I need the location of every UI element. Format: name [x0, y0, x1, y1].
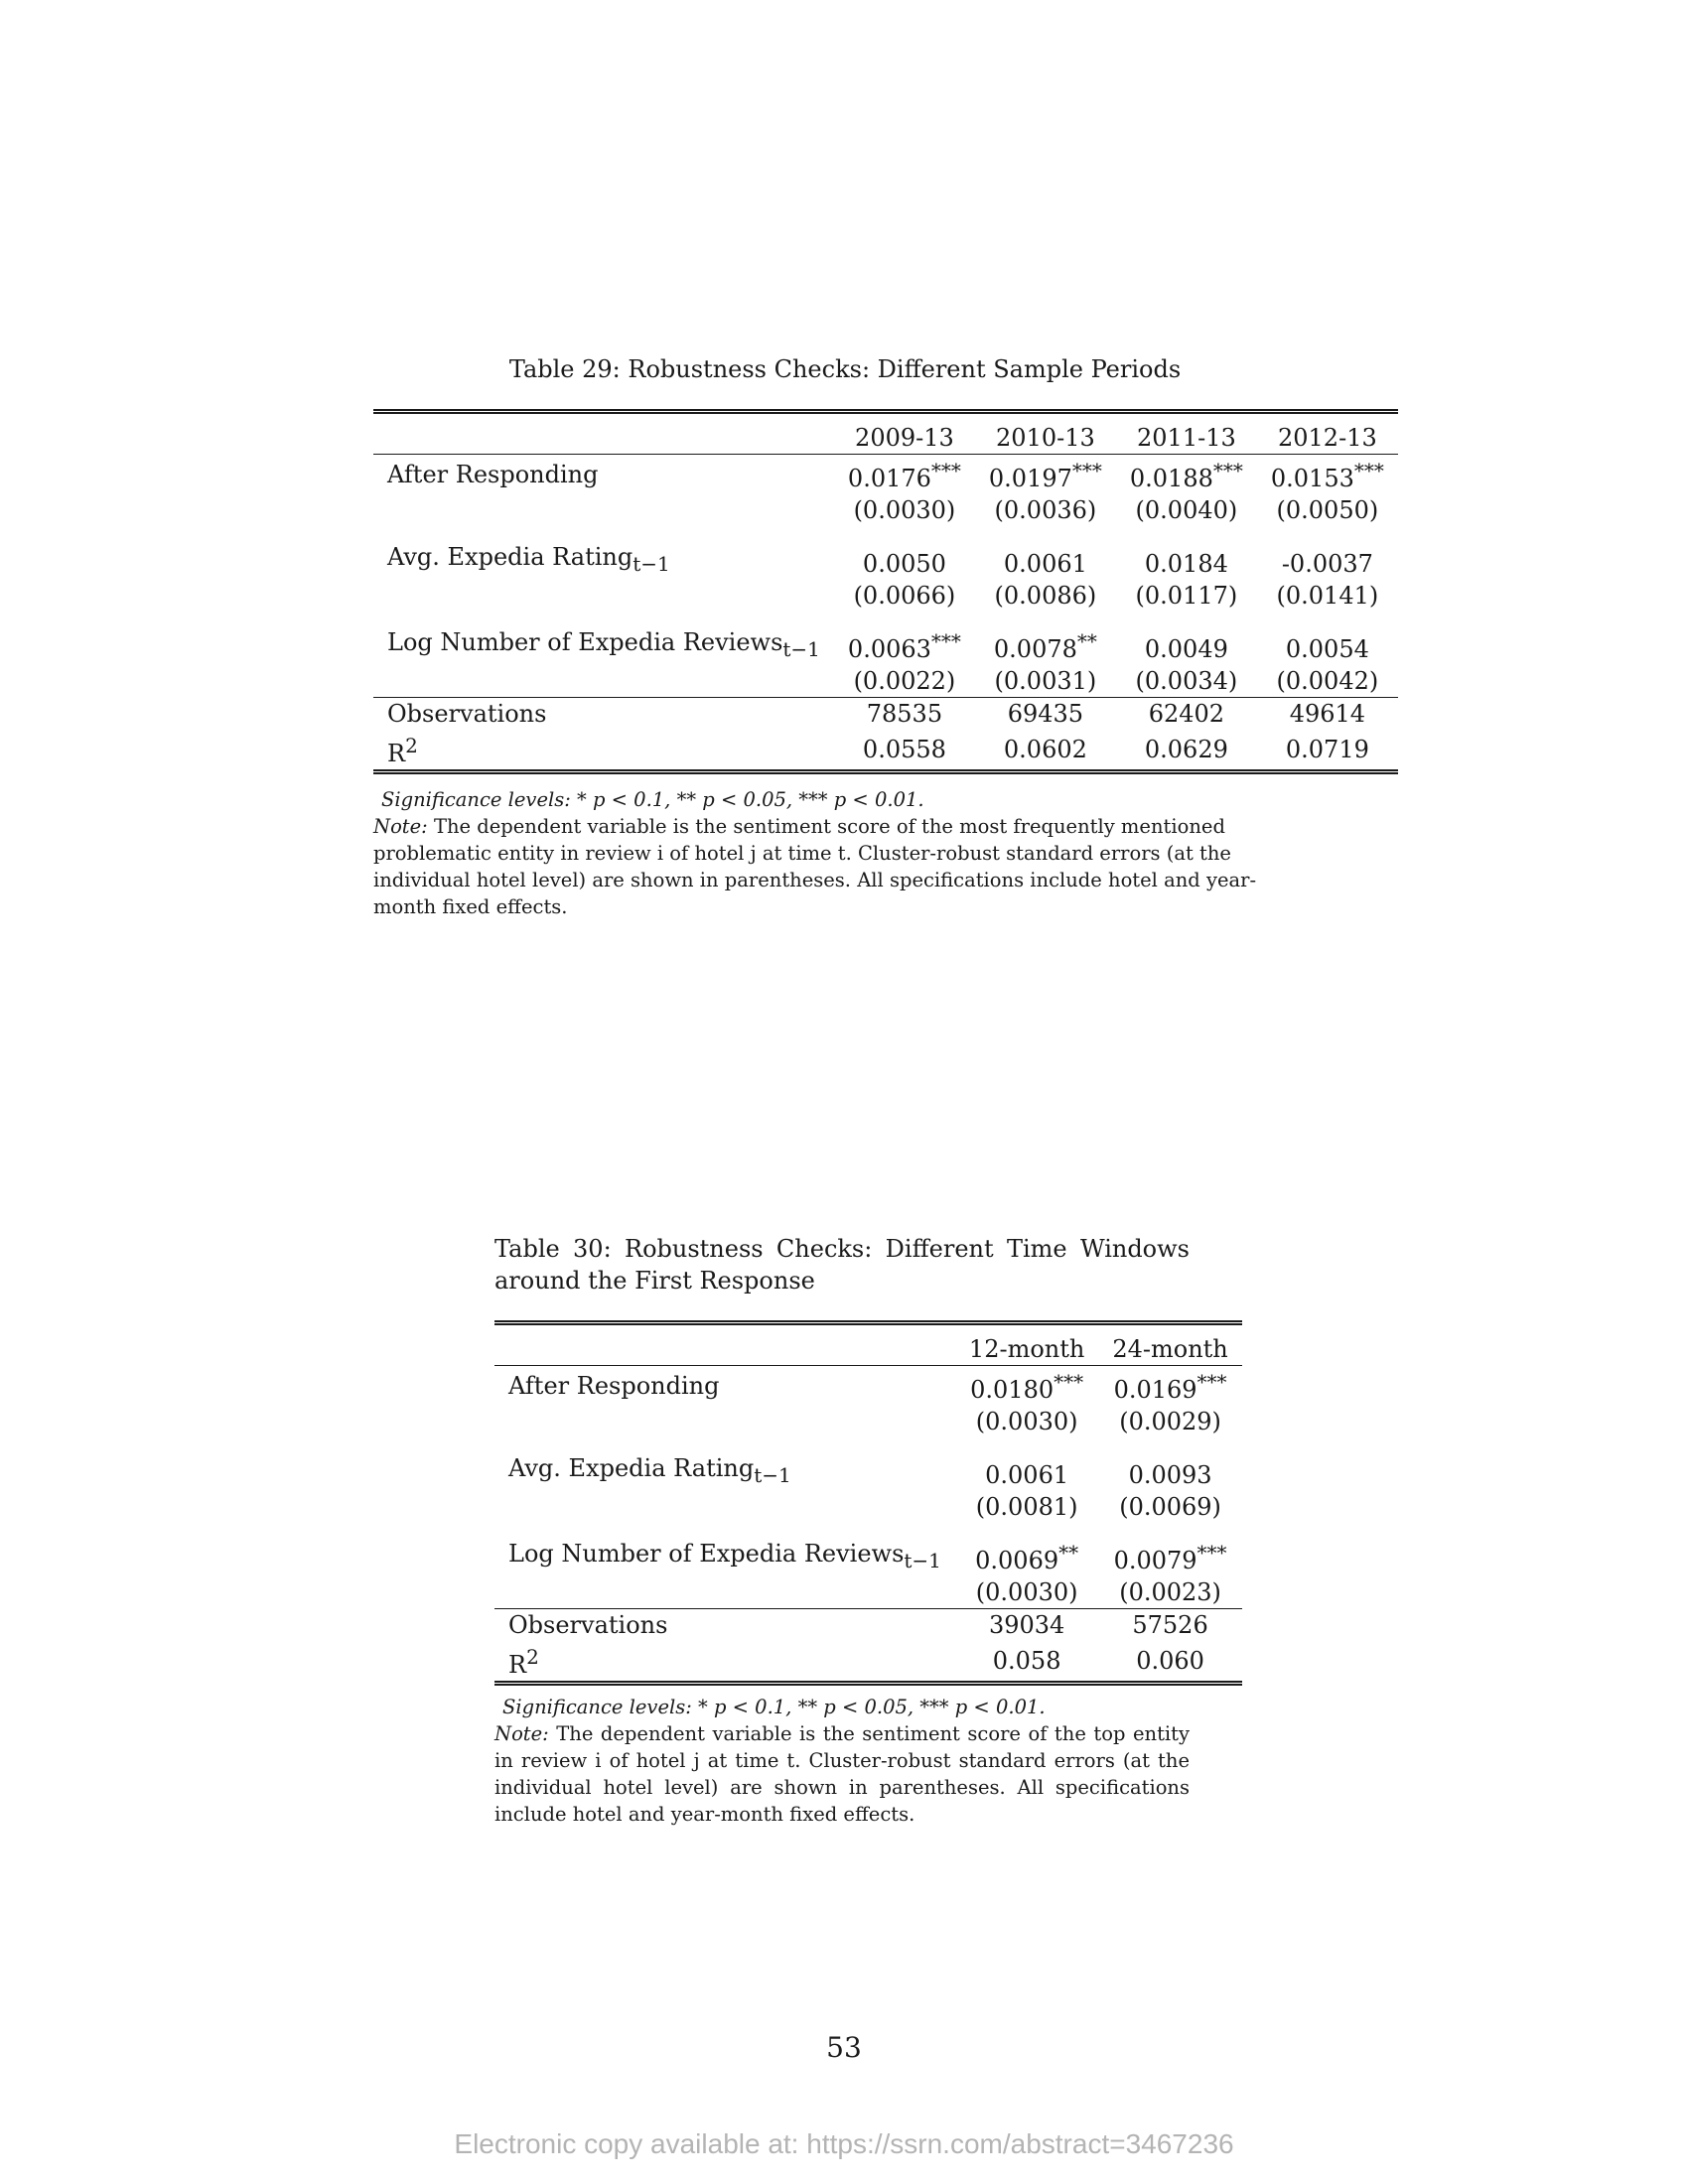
se-cell: (0.0030): [975, 1578, 1078, 1606]
coef-cell: 0.0078**: [993, 629, 1097, 663]
se-cell: (0.0036): [994, 496, 1097, 524]
coef-cell: 0.0093: [1128, 1461, 1212, 1489]
row-label: Avg. Expedia Rating$_{t-1}$: [387, 542, 670, 576]
coef-cell: 0.0180***: [970, 1370, 1084, 1404]
row-label: $R^2$: [373, 730, 834, 772]
se-cell: (0.0042): [1276, 667, 1379, 695]
se-cell: (0.0030): [853, 496, 956, 524]
table-note: Note: The dependent variable is the sentiment score of the top entity in review i of hotel j at time t. Cluster-robust standard errors (at the individual hotel level) are shown in parentheses. All specifications include hotel and year-month fixed effects.: [494, 1722, 1190, 1826]
se-cell: (0.0030): [975, 1408, 1078, 1435]
table-row: [373, 665, 1398, 698]
coef-cell: 0.0063***: [847, 629, 961, 663]
coef-cell: 0.0061: [985, 1461, 1069, 1489]
obs-cell: 69435: [975, 698, 1116, 731]
coef-cell: 0.0153***: [1270, 459, 1384, 492]
table-row: [373, 494, 1398, 526]
column-header: 2010-13: [975, 412, 1116, 455]
header-blank: [494, 1323, 955, 1366]
table-30-header-row: [494, 1323, 1242, 1366]
coef-cell: -0.0037: [1281, 550, 1373, 578]
row-label: After Responding: [387, 461, 599, 488]
se-cell: (0.0023): [1119, 1578, 1221, 1606]
table-row: [494, 1641, 1242, 1684]
se-cell: (0.0040): [1135, 496, 1238, 524]
coef-cell: 0.0050: [862, 550, 946, 578]
row-label: After Responding: [508, 1372, 720, 1400]
table-30-caption: Table 30: Robustness Checks: Different Time Windows around the First Response: [494, 1235, 1190, 1295]
table-29-grid: [373, 409, 1398, 774]
row-label: $R^2$: [494, 1641, 955, 1684]
table-29-header-row: [373, 412, 1398, 455]
table-row: [373, 730, 1398, 772]
row-label: Avg. Expedia Rating$_{t-1}$: [508, 1453, 791, 1487]
table-row: [494, 1366, 1242, 1407]
coef-cell: 0.0049: [1144, 635, 1228, 663]
se-cell: (0.0034): [1135, 667, 1238, 695]
r2-cell: 0.0558: [834, 730, 975, 772]
se-cell: (0.0029): [1119, 1408, 1221, 1435]
table-row: [373, 455, 1398, 495]
column-header: 2012-13: [1257, 412, 1398, 455]
table-29: [373, 409, 1384, 774]
table-row: [494, 1491, 1242, 1523]
se-cell: (0.0081): [975, 1493, 1078, 1521]
column-header: 24-month: [1098, 1323, 1241, 1366]
table-29-caption: Table 29: Robustness Checks: Different Sample Periods: [508, 355, 1182, 383]
significance-levels: Significance levels: * p < 0.1, ** p < 0.05, *** p < 0.01.: [502, 1696, 1046, 1718]
coef-cell: 0.0197***: [988, 459, 1102, 492]
r2-cell: 0.0719: [1257, 730, 1398, 772]
r2-cell: 0.058: [955, 1641, 1098, 1684]
r2-cell: 0.0629: [1116, 730, 1257, 772]
se-cell: (0.0086): [994, 582, 1097, 610]
column-header: 2011-13: [1116, 412, 1257, 455]
table-row: [373, 625, 1398, 665]
obs-cell: 62402: [1116, 698, 1257, 731]
se-cell: (0.0117): [1135, 582, 1238, 610]
coef-cell: 0.0069**: [975, 1541, 1079, 1574]
se-cell: (0.0069): [1119, 1493, 1221, 1521]
table-note: Note: The dependent variable is the sentiment score of the most frequently mentioned problematic entity in review i of hotel j at time t. Cluster-robust standard errors (at the individual hotel level) are shown in parentheses. All specifications include hotel and year-month fixed effects.: [373, 815, 1257, 918]
table-row: [373, 540, 1398, 580]
se-cell: (0.0031): [994, 667, 1097, 695]
table-row: [494, 1609, 1242, 1642]
ssrn-footer: Electronic copy available at: https://ssrn.com/abstract=3467236: [454, 2128, 1234, 2159]
table-30-notes: [494, 1694, 1190, 1828]
table-29-notes: [373, 786, 1317, 920]
coef-cell: 0.0079***: [1113, 1541, 1227, 1574]
row-label: Log Number of Expedia Reviews$_{t-1}$: [387, 627, 820, 661]
row-label: Observations: [494, 1609, 955, 1642]
obs-cell: 49614: [1257, 698, 1398, 731]
page-number: 53: [826, 2031, 862, 2064]
table-row: [494, 1576, 1242, 1609]
column-header: 12-month: [955, 1323, 1098, 1366]
column-header: 2009-13: [834, 412, 975, 455]
table-row: [373, 698, 1398, 731]
table-row: [494, 1537, 1242, 1576]
row-label: Log Number of Expedia Reviews$_{t-1}$: [508, 1539, 941, 1572]
se-cell: (0.0066): [853, 582, 956, 610]
obs-cell: 39034: [955, 1609, 1098, 1642]
se-cell: (0.0050): [1276, 496, 1379, 524]
table-30-grid: [494, 1320, 1242, 1686]
header-blank: [373, 412, 834, 455]
se-cell: (0.0141): [1276, 582, 1379, 610]
obs-cell: 57526: [1098, 1609, 1241, 1642]
coef-cell: 0.0188***: [1129, 459, 1243, 492]
table-row: [494, 1451, 1242, 1491]
coef-cell: 0.0176***: [847, 459, 961, 492]
row-label: Observations: [373, 698, 834, 731]
table-row: [373, 580, 1398, 612]
coef-cell: 0.0169***: [1113, 1370, 1227, 1404]
coef-cell: 0.0054: [1285, 635, 1369, 663]
r2-cell: 0.0602: [975, 730, 1116, 772]
table-30: [494, 1320, 1228, 1686]
se-cell: (0.0022): [853, 667, 956, 695]
obs-cell: 78535: [834, 698, 975, 731]
r2-cell: 0.060: [1098, 1641, 1241, 1684]
significance-levels: Significance levels: * p < 0.1, ** p < 0.05, *** p < 0.01.: [381, 788, 924, 811]
table-row: [494, 1406, 1242, 1437]
coef-cell: 0.0061: [1003, 550, 1087, 578]
coef-cell: 0.0184: [1144, 550, 1228, 578]
